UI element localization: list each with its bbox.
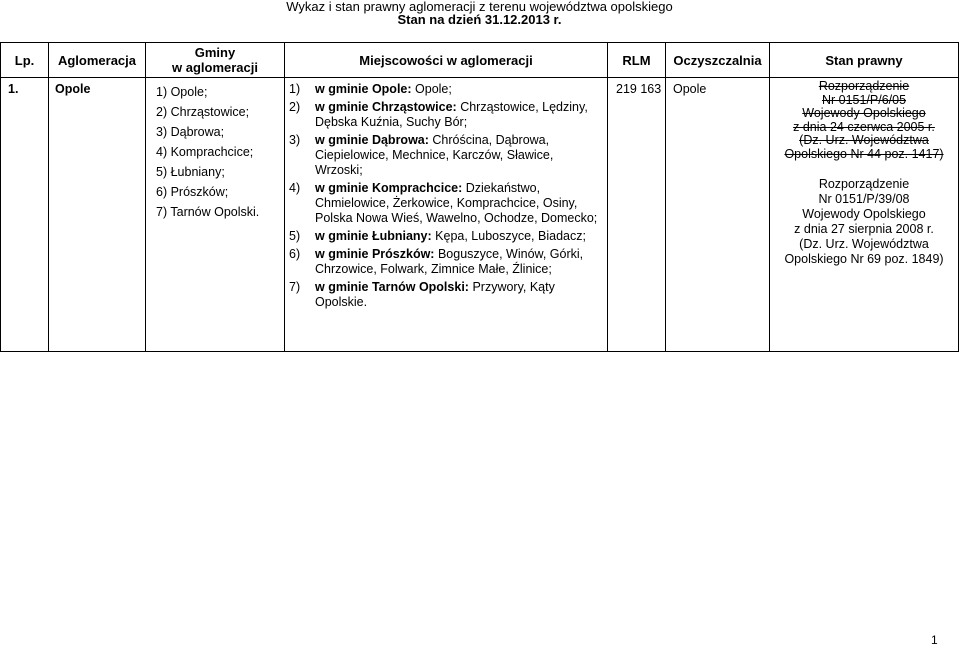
regulation-line: z dnia 27 sierpnia 2008 r. [794,222,934,236]
gmina-label: w gminie Komprachcice: [315,181,463,195]
page-number: 1 [931,633,938,647]
current-regulation [770,177,958,267]
header-lp: Lp. [1,43,49,78]
list-item [289,100,599,130]
header-oczyszczalnia: Oczyszczalnia [666,43,770,78]
gmina-label: w gminie Łubniany: [315,229,432,243]
list-item: 2) Chrząstowice; [156,105,250,119]
repealed-line: Nr 0151/P/6/05 [821,92,907,107]
cell-aglomeracja [49,78,146,352]
places: Chrząstowice, Lędziny, Dębska Kuźnia, Suchy Bór; [315,100,588,129]
list-item [289,181,599,226]
regulation-line: Rozporządzenie [818,177,910,191]
gmina-label: w gminie Tarnów Opolski: [315,280,469,294]
cell-miejscowosci [285,78,608,352]
places: Dziekaństwo, Chmielowice, Żerkowice, Komprachcice, Osiny, Polska Nowa Wieś, Wawelno, Ochodze, Domecko; [315,181,598,225]
places: Przywory, Kąty Opolskie. [315,280,555,309]
list-item [289,247,599,277]
item-number: 2) [289,100,301,114]
repealed-line: z dnia 24 czerwca 2005 r. [793,119,935,134]
item-number: 6) [289,247,301,261]
list-item [289,82,599,97]
gmina-label: w gminie Dąbrowa: [315,133,429,147]
list-item: 7) Tarnów Opolski. [156,205,260,219]
document-title: Wykaz i stan prawny aglomeracji z terenu województwa opolskiego [286,0,673,14]
cell-gminy [146,78,285,352]
places: Chróścina, Dąbrowa, Ciepielowice, Mechnice, Karczów, Sławice, Wrzoski; [315,133,554,177]
gmina-label: w gminie Prószków: [315,247,435,261]
document-date: Stan na dzień 31.12.2013 r. [397,12,562,27]
legal-status [770,80,958,267]
row-number: 1. [8,82,19,96]
regulation-line: Opolskiego Nr 69 poz. 1849) [784,252,944,266]
regulation-line: Wojewody Opolskiego [802,207,926,221]
header-gminy-line1: Gminy [194,45,236,60]
repealed-line: (Dz. Urz. Województwa [799,133,929,147]
gmina-label: w gminie Opole: [315,82,412,96]
item-number: 1) [289,82,301,96]
header-rlm: RLM [608,43,666,78]
item-number: 4) [289,181,301,195]
header-aglomeracja: Aglomeracja [49,43,146,78]
item-number: 7) [289,280,301,294]
list-item: 4) Komprachcice; [156,145,254,159]
repealed-line: Rozporządzenie [818,79,910,93]
header-miejscowosci: Miejscowości w aglomeracji [285,43,608,78]
table-row [1,78,959,352]
item-number: 5) [289,229,301,243]
places: Kępa, Luboszyce, Biadacz; [435,229,586,243]
cell-stan-prawny [770,78,959,352]
agglomeration-name: Opole [55,82,91,96]
regulation-line: (Dz. Urz. Województwa [799,237,929,251]
header-stan-prawny: Stan prawny [770,43,959,78]
list-item [289,133,599,178]
gminy-list [156,82,259,222]
header-gminy [146,43,285,78]
table-header-row [1,43,959,78]
repealed-line: Wojewody Opolskiego [802,106,926,120]
rlm-value: 219 163 [616,82,662,96]
treatment-plant: Opole [673,82,707,96]
header-gminy-line2: w aglomeracji [172,60,258,75]
list-item [289,280,599,310]
regulation-line: Nr 0151/P/39/08 [818,192,910,206]
list-item: 6) Prószków; [156,185,229,199]
cell-rlm [608,78,666,352]
gmina-label: w gminie Chrząstowice: [315,100,457,114]
list-item: 5) Łubniany; [156,165,225,179]
miejscowosci-list [289,82,599,313]
places: Boguszyce, Winów, Górki, Chrzowice, Folwark, Zimnice Małe, Źlinice; [315,247,584,276]
repealed-line: Opolskiego Nr 44 poz. 1417) [784,146,944,161]
agglomeration-table [0,42,959,352]
repealed-regulation [770,80,958,161]
item-number: 3) [289,133,301,147]
list-item: 3) Dąbrowa; [156,125,225,139]
cell-lp [1,78,49,352]
list-item [289,229,599,244]
cell-oczyszczalnia [666,78,770,352]
places: Opole; [415,82,452,96]
list-item: 1) Opole; [156,85,208,99]
